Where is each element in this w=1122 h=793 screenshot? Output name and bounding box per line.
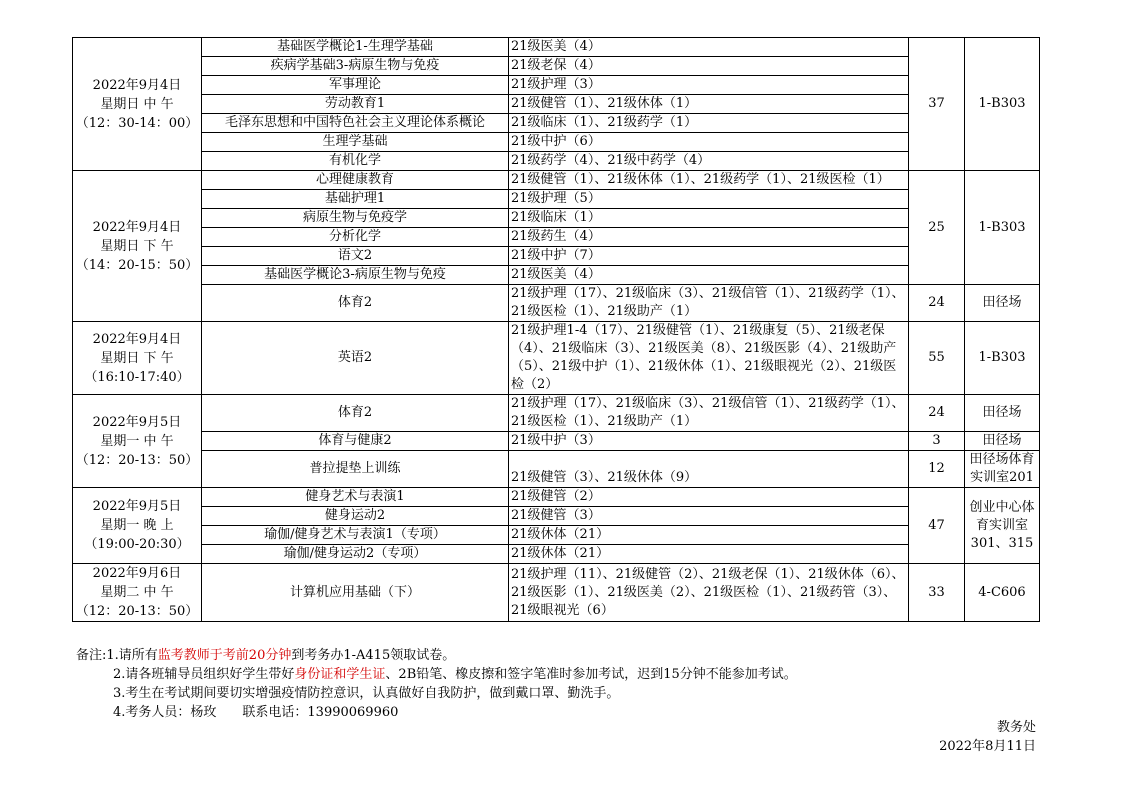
subject: 基础护理1 bbox=[202, 190, 509, 209]
subject: 语文2 bbox=[202, 247, 509, 266]
student-count: 12 bbox=[909, 451, 965, 488]
subject: 毛泽东思想和中国特色社会主义理论体系概论 bbox=[202, 114, 509, 133]
table-row bbox=[73, 38, 1040, 57]
exam-table bbox=[72, 37, 1040, 622]
exam-time: 2022年9月5日 星期一 晚 上 （19:00-20:30） bbox=[73, 488, 202, 564]
note-2: 2.请各班辅导员组织好学生带好身份证和学生证、2B铅笔、橡皮擦和签字笔准时参加考试，迟到15分钟不能参加考试。 bbox=[113, 667, 797, 682]
subject: 健身艺术与表演1 bbox=[202, 488, 509, 507]
exam-room: 田径场体育实训室201 bbox=[965, 451, 1040, 488]
subject: 基础医学概论1-生理学基础 bbox=[202, 38, 509, 57]
table-row bbox=[73, 57, 1040, 76]
classes: 21级护理（5） bbox=[509, 190, 909, 209]
student-count: 25 bbox=[909, 171, 965, 285]
table-row bbox=[73, 228, 1040, 247]
classes: 21级医美（4） bbox=[509, 38, 909, 57]
exam-time: 2022年9月5日 星期一 中 午 （12：20-13：50） bbox=[73, 395, 202, 488]
subject: 疾病学基础3-病原生物与免疫 bbox=[202, 57, 509, 76]
subject: 普拉提垫上训练 bbox=[202, 451, 509, 488]
subject: 基础医学概论3-病原生物与免疫 bbox=[202, 266, 509, 285]
notes bbox=[76, 646, 797, 722]
subject: 劳动教育1 bbox=[202, 95, 509, 114]
table-row bbox=[73, 76, 1040, 95]
classes: 21级医美（4） bbox=[509, 266, 909, 285]
note-1: 备注:1.请所有监考教师于考前20分钟到考务办1-A415领取试卷。 bbox=[76, 648, 456, 663]
subject: 生理学基础 bbox=[202, 133, 509, 152]
subject: 分析化学 bbox=[202, 228, 509, 247]
exam-time: 2022年9月4日 星期日 中 午 （12：30-14：00） bbox=[73, 38, 202, 171]
exam-room: 田径场 bbox=[965, 432, 1040, 451]
note-4: 4.考务人员：杨玫 联系电话：13990069960 bbox=[113, 705, 399, 720]
table-row bbox=[73, 526, 1040, 545]
classes: 21级健管（3）、21级休体（9） bbox=[509, 451, 909, 488]
classes: 21级中护（6） bbox=[509, 133, 909, 152]
exam-room: 1-B303 bbox=[965, 322, 1040, 395]
table-row bbox=[73, 152, 1040, 171]
subject: 病原生物与免疫学 bbox=[202, 209, 509, 228]
table-row bbox=[73, 95, 1040, 114]
signature-block bbox=[939, 718, 1036, 756]
exam-time: 2022年9月4日 星期日 下 午 （14：20-15：50） bbox=[73, 171, 202, 322]
classes: 21级临床（1）、21级药学（1） bbox=[509, 114, 909, 133]
classes: 21级休体（21） bbox=[509, 545, 909, 564]
table-row bbox=[73, 114, 1040, 133]
subject: 瑜伽/健身运动2（专项） bbox=[202, 545, 509, 564]
table-row bbox=[73, 209, 1040, 228]
subject: 体育2 bbox=[202, 285, 509, 322]
exam-room: 1-B303 bbox=[965, 38, 1040, 171]
table-row bbox=[73, 190, 1040, 209]
subject: 体育与健康2 bbox=[202, 432, 509, 451]
table-row bbox=[73, 322, 1040, 395]
subject: 瑜伽/健身艺术与表演1（专项） bbox=[202, 526, 509, 545]
exam-time: 2022年9月4日 星期日 下 午 （16:10-17:40） bbox=[73, 322, 202, 395]
student-count: 24 bbox=[909, 395, 965, 432]
exam-room: 创业中心体育实训室301、315 bbox=[965, 488, 1040, 564]
subject: 英语2 bbox=[202, 322, 509, 395]
classes: 21级中护（7） bbox=[509, 247, 909, 266]
student-count: 37 bbox=[909, 38, 965, 171]
classes: 21级护理（11）、21级健管（2）、21级老保（1）、21级休体（6）、21级医影（1）、21级医美（2）、21级医检（1）、21级药管（3）、21级眼视光（6） bbox=[509, 564, 909, 622]
table-row bbox=[73, 488, 1040, 507]
subject: 有机化学 bbox=[202, 152, 509, 171]
classes: 21级药生（4） bbox=[509, 228, 909, 247]
classes: 21级护理（17）、21级临床（3）、21级信管（1）、21级药学（1）、21级医检（1）、21级助产（1） bbox=[509, 285, 909, 322]
exam-room: 田径场 bbox=[965, 285, 1040, 322]
exam-time: 2022年9月6日 星期二 中 午 （12：20-13：50） bbox=[73, 564, 202, 622]
classes: 21级健管（3） bbox=[509, 507, 909, 526]
exam-room: 4-C606 bbox=[965, 564, 1040, 622]
student-count: 47 bbox=[909, 488, 965, 564]
classes: 21级护理（17）、21级临床（3）、21级信管（1）、21级药学（1）、21级医检（1）、21级助产（1） bbox=[509, 395, 909, 432]
table-row bbox=[73, 266, 1040, 285]
classes: 21级健管（1）、21级休体（1）、21级药学（1）、21级医检（1） bbox=[509, 171, 909, 190]
table-row bbox=[73, 133, 1040, 152]
table-row bbox=[73, 395, 1040, 432]
subject: 计算机应用基础（下） bbox=[202, 564, 509, 622]
table-row bbox=[73, 545, 1040, 564]
table-row bbox=[73, 507, 1040, 526]
table-row bbox=[73, 247, 1040, 266]
classes: 21级临床（1） bbox=[509, 209, 909, 228]
subject: 健身运动2 bbox=[202, 507, 509, 526]
table-row bbox=[73, 285, 1040, 322]
student-count: 33 bbox=[909, 564, 965, 622]
student-count: 55 bbox=[909, 322, 965, 395]
table-row bbox=[73, 171, 1040, 190]
classes: 21级护理1-4（17）、21级健管（1）、21级康复（5）、21级老保（4）、21级临床（3）、21级医美（8）、21级医影（4）、21级助产（5）、21级中护（1）、21级休体（1）、21级眼视光（2）、21级医检（2） bbox=[509, 322, 909, 395]
classes: 21级休体（21） bbox=[509, 526, 909, 545]
note-3: 3.考生在考试期间要切实增强疫情防控意识，认真做好自我防护，做到戴口罩、勤洗手。 bbox=[113, 686, 620, 701]
subject: 体育2 bbox=[202, 395, 509, 432]
student-count: 3 bbox=[909, 432, 965, 451]
classes: 21级健管（1）、21级休体（1） bbox=[509, 95, 909, 114]
table-row bbox=[73, 451, 1040, 488]
classes: 21级老保（4） bbox=[509, 57, 909, 76]
subject: 军事理论 bbox=[202, 76, 509, 95]
classes: 21级药学（4）、21级中药学（4） bbox=[509, 152, 909, 171]
issuing-office: 教务处 bbox=[996, 720, 1036, 735]
classes: 21级中护（3） bbox=[509, 432, 909, 451]
classes: 21级健管（2） bbox=[509, 488, 909, 507]
table-row bbox=[73, 432, 1040, 451]
table-row bbox=[73, 564, 1040, 622]
exam-room: 田径场 bbox=[965, 395, 1040, 432]
exam-schedule bbox=[72, 37, 1039, 622]
exam-room: 1-B303 bbox=[965, 171, 1040, 285]
issue-date: 2022年8月11日 bbox=[939, 739, 1036, 754]
subject: 心理健康教育 bbox=[202, 171, 509, 190]
classes: 21级护理（3） bbox=[509, 76, 909, 95]
student-count: 24 bbox=[909, 285, 965, 322]
